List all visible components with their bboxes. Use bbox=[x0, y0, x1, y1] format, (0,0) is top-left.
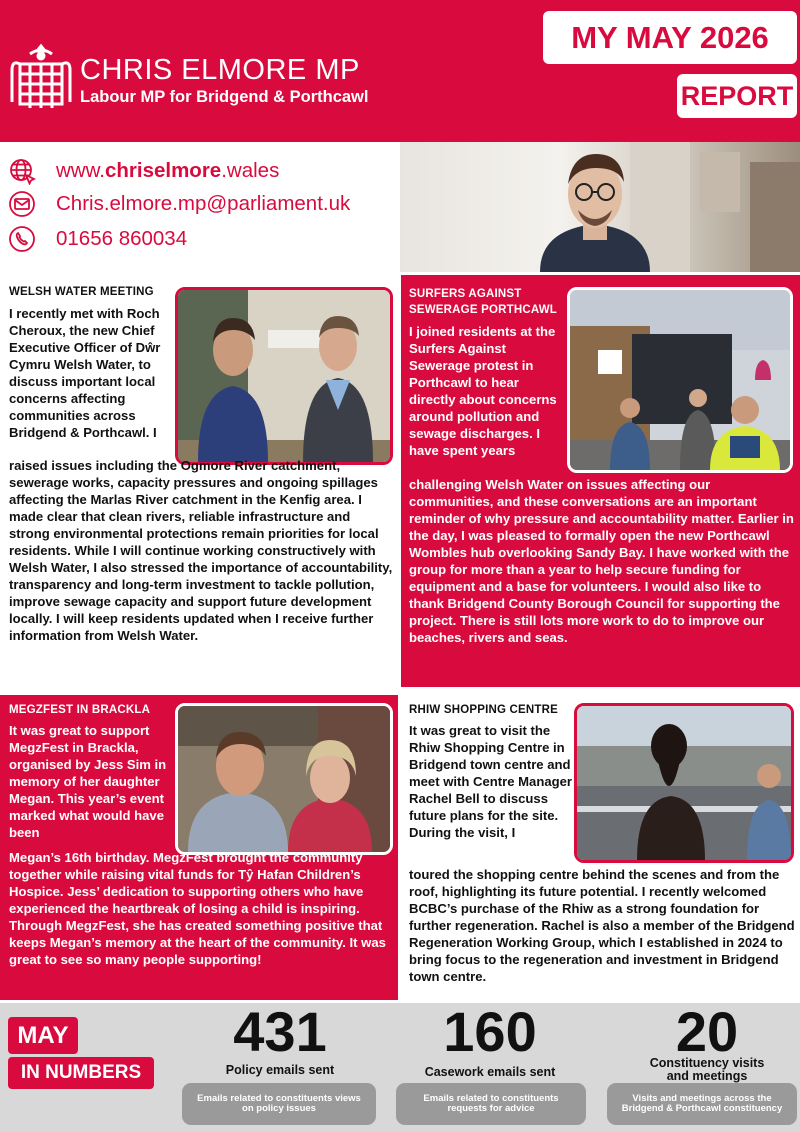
section-welsh-water bbox=[0, 275, 398, 687]
section-text-top: It was great to support MegzFest in Brackla, organised by Jess Sim in memory of her daughter Megan. This year’s event marked what would have been bbox=[9, 723, 167, 840]
section-megzfest bbox=[0, 695, 398, 1000]
report-label: REPORT bbox=[677, 74, 797, 118]
section-text-top: It was great to visit the Rhiw Shopping Centre in Bridgend town centre and meet with Centre Manager Rachel Bell to discuss future plans for the site. During the visit, I bbox=[409, 723, 572, 840]
email-row[interactable] bbox=[8, 190, 350, 218]
section-rhiw-shopping-centre bbox=[401, 695, 800, 1000]
stat-value-visits: 20 bbox=[675, 1000, 739, 1063]
in-numbers-label: IN NUMBERS bbox=[8, 1057, 154, 1089]
section-title: WELSH WATER MEETING bbox=[9, 286, 154, 298]
stat-label-casework: Casework emails sent bbox=[424, 1065, 556, 1079]
phone-number[interactable]: 01656 860034 bbox=[56, 227, 188, 250]
mp-subtitle: Labour MP for Bridgend & Porthcawl bbox=[80, 88, 369, 106]
mp-portrait-photo bbox=[400, 142, 800, 272]
website-row[interactable] bbox=[8, 157, 279, 185]
stat-label-policy: Policy emails sent bbox=[225, 1063, 335, 1077]
section-text: toured the shopping centre behind the scenes and from the roof, highlighting its future potential. I recently welcomed BCBC’s purchase of the Rhiw as a strong foundation for further regeneration. Rachel is also a member of the Bridgend Regeneration Working Group, which I established in 2024 to bring focus to the regeneration and investment in Bridgend town centre. bbox=[409, 867, 795, 984]
globe-icon bbox=[8, 157, 36, 185]
portcullis-icon bbox=[8, 42, 74, 118]
section-text-top: I recently met with Roch Cheroux, the new Chief Executive Officer of Dŵr Cymru Welsh Water, to discuss important local concerns affecting communities across Bridgend & Porthcawl. I bbox=[9, 306, 161, 440]
section-title: RHIW SHOPPING CENTRE bbox=[409, 704, 559, 716]
rhiw-roof-photo bbox=[574, 703, 794, 863]
section-text: raised issues including the Ogmore River catchment, sewerage works, capacity pressures and ongoing spillages affecting the Marlas River catchment in the Kenfig area. I made clear that clean rivers, reliable infrastructure and strong environmental protections remain priorities for local residents. While I will continue working constructively with Welsh Water, I also stressed the importance of accountability, transparency and long-term investment to tackle pollution, improve sewage capacity and support future development locally. I will keep residents updated when I receive further information from Welsh Water. bbox=[9, 458, 393, 643]
mp-name: CHRIS ELMORE MP bbox=[80, 54, 360, 86]
section-title: SURFERS AGAINST SEWERAGE PORTHCAWL bbox=[409, 288, 557, 316]
section-text-top: I joined residents at the Surfers Against Sewerage protest in Porthcawl to hear directly about concerns around pollution and sewage discharges. I have spent years bbox=[409, 324, 557, 458]
section-text: challenging Welsh Water on issues affecting our communities, and these conversations are an important reminder of why pressure and accountability matter. Earlier in the day, I was pleased to formally open the new Porthcawl Wombles hub overlooking Sandy Bay. I have worked with the group for more than a year to help secure funding for equipment and a base for volunteers. I would also like to thank Bridgend County Borough Council for supporting the project. There is still lots more work to do to improve our beaches, rivers and seas. bbox=[409, 477, 794, 645]
may-label: MAY bbox=[8, 1017, 78, 1054]
phone-row[interactable] bbox=[8, 225, 187, 253]
stat-value-policy: 431 bbox=[233, 1000, 327, 1063]
section-title: MEGZFEST IN BRACKLA bbox=[9, 704, 151, 716]
may-in-numbers bbox=[0, 1000, 800, 1132]
report-title: MY MAY 2026 bbox=[543, 11, 797, 64]
phone-icon bbox=[8, 225, 36, 253]
email-link[interactable]: Chris.elmore.mp@parliament.uk bbox=[56, 192, 351, 215]
website-link[interactable]: www.chriselmore.wales bbox=[56, 159, 280, 182]
stat-desc-visits: Visits and meetings across the Bridgend & Porthcawl constituency bbox=[607, 1083, 797, 1125]
megzfest-photo bbox=[175, 703, 393, 855]
stat-label-visits: Constituency visits and meetings bbox=[649, 1056, 765, 1083]
envelope-icon bbox=[8, 190, 36, 218]
stat-desc-policy: Emails related to constituents views on policy issues bbox=[182, 1083, 376, 1125]
stat-value-casework: 160 bbox=[443, 1000, 537, 1063]
section-surfers-against-sewerage bbox=[401, 275, 800, 687]
section-text: Megan’s 16th birthday. MegzFest brought the community together while raising vital funds for Tŷ Hafan Children’s Hospice. Jess’ dedication to supporting others who have experienced the heartbreak of losing a child is inspiring. Through MegzFest, she has created something positive that keeps Megan’s memory at the heart of the community. It was great to see so many people supporting! bbox=[9, 850, 386, 967]
stat-desc-casework: Emails related to constituents requests for advice bbox=[396, 1083, 586, 1125]
welsh-water-photo bbox=[175, 287, 393, 465]
surfers-protest-photo bbox=[567, 287, 793, 473]
